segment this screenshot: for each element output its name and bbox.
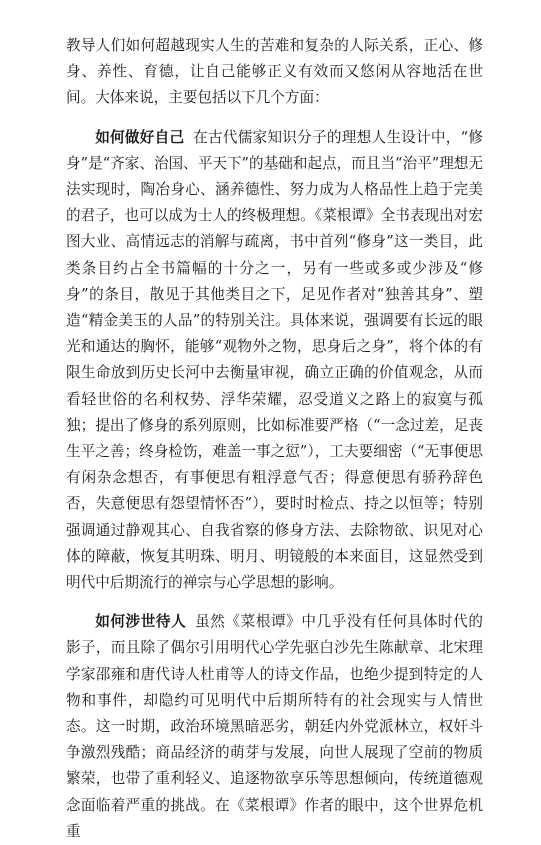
paragraph-text: 在古代儒家知识分子的理想人生设计中，“修身”是“齐家、治国、平天下”的基础和起点，而且当“治平”理想无法实现时，陶冶身心、涵养德性、努力成为人格品性上趋于完美的君子，也可以成为士人的终极理想。《菜根谭》全书表现出对宏图大业、高情远志的消解与疏离，书中首列“修身”这一类目，此类条目约占全书篇幅的十分之一，另有一些或多或少涉及“修身”的条目，散见于其他类目之下，足见作者对“独善其身”、塑造“精金美玉的人品”的特别关注。具体来说，强调要有长远的眼光和通达的胸怀，能够“观物外之物，思身后之身”，将个体的有限生命放到历史长河中去衡量审视，确立正确的价值观念，从而看轻世俗的名利权势、浮华荣耀，忍受道义之路上的寂寞与孤独；提出了修身的系列原则，比如标准要严格（“一念过差，足丧生平之善；终身检饬，难盖一事之愆”），工夫要细密（“无事便思有闲杂念想否，有事便思有粗浮意气否；得意便思有骄矜辞色否，失意便思有怨望情怀否”），要时时检点、持之以恒等；特别强调通过静观其心、自我省察的修身方法、去除物欲、识见对心体的障蔽，恢复其明珠、明月、明镜般的本来面目，这显然受到明代中后期流行的禅宗与心学思想的影响。 [66, 128, 483, 592]
paragraph-self-cultivation [66, 125, 483, 597]
paragraph-dealing-with-world [66, 609, 483, 845]
section-heading: 如何涉世待人 [95, 613, 187, 631]
paragraph-text: 虽然《菜根谭》中几乎没有任何具体时代的影子，而且除了偶尔引用明代心学先驱白沙先生陈献章、北宋理学家邵雍和唐代诗人杜甫等人的诗文作品，也绝少提到特定的人物和事件，却隐约可见明代中后期所特有的社会现实与人情世态。这一时期，政治环境黑暗恶劣，朝廷内外党派林立，权奸斗争激烈残酷；商品经济的萌芽与发展，向世人展现了空前的物质繁荣，也带了重利轻义、追逐物欲享乐等思想倾向，传统道德观念面临着严重的挑战。在《菜根谭》作者的眼中，这个世界危机重 [66, 613, 483, 840]
paragraph-text: 教导人们如何超越现实人生的苦难和复杂的人际关系，正心、修身、养性、育德，让自己能够正义有效而又悠闲从容地活在世间。大体来说，主要包括以下几个方面： [66, 37, 483, 107]
section-heading: 如何做好自己 [95, 128, 185, 146]
paragraph-intro [66, 33, 483, 112]
